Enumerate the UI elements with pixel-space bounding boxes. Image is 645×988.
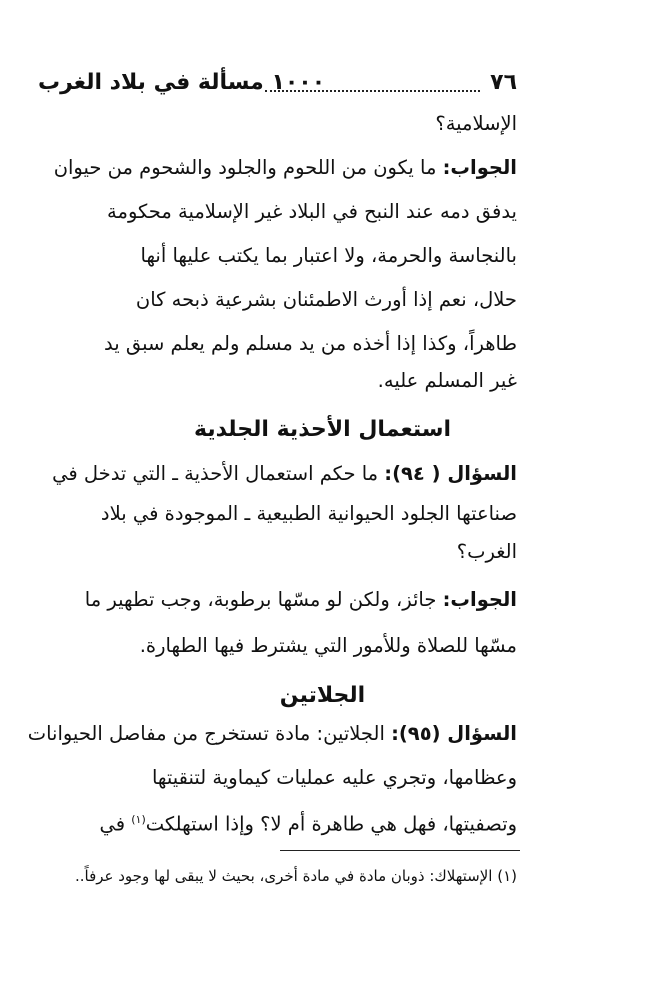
footnote-marker: (١) bbox=[497, 867, 517, 885]
q95-label: السؤال (٩٥): bbox=[391, 722, 517, 745]
header-dot-leader bbox=[265, 90, 480, 92]
q94-text-1: ما حكم استعمال الأحذية ـ التي تدخل في bbox=[52, 462, 379, 485]
answer-line-1 bbox=[44, 150, 517, 186]
page-header bbox=[38, 64, 517, 100]
text-line-7: غير المسلم عليه. bbox=[377, 369, 517, 392]
q94-label: السؤال ( ٩٤): bbox=[384, 462, 517, 485]
a94-label: الجواب: bbox=[442, 588, 517, 611]
q95-text-3: وتصفيتها، فهل هي طاهرة أم لا؟ وإذا استهلكت bbox=[145, 812, 517, 836]
section-heading-shoes: استعمال الأحذية الجلدية bbox=[193, 417, 452, 442]
section-heading-gelatin: الجلاتين bbox=[279, 683, 366, 708]
q94-line-2: صناعتها الجلود الحيوانية الطبيعية ـ الموجودة في بلاد bbox=[100, 502, 517, 525]
text-line-4: بالنجاسة والحرمة، ولا اعتبار بما يكتب عليها أنها bbox=[140, 244, 517, 267]
running-title: ١٠٠٠ مسألة في بلاد الغرب bbox=[38, 69, 326, 95]
text-line-6: طاهراً، وكذا إذا أخذه من يد مسلم ولم يعلم سبق يد bbox=[104, 332, 517, 355]
footnote bbox=[44, 862, 517, 890]
answer-text-1: ما يكون من اللحوم والجلود والشحوم من حيوان bbox=[53, 156, 437, 179]
footnote-text: الإستهلاك: ذوبان مادة في مادة أخرى، بحيث لا يبقى لها وجود عرفاً.. bbox=[74, 867, 493, 885]
q95-line-2: وعظامها، وتجري عليه عمليات كيماوية لتنقيتها bbox=[151, 766, 517, 789]
footnote-divider bbox=[280, 850, 520, 851]
q95-line-3 bbox=[44, 802, 517, 838]
footnote-ref[interactable]: (١) bbox=[131, 813, 146, 826]
text-line-3: يدفق دمه عند النبح في البلاد غير الإسلامية محكومة bbox=[107, 200, 517, 223]
q94-line-3: الغرب؟ bbox=[456, 540, 517, 563]
q94-line-1 bbox=[44, 456, 517, 492]
a94-text-1: جائز، ولكن لو مسّها برطوبة، وجب تطهير ما bbox=[84, 588, 437, 611]
text-line-1: الإسلامية؟ bbox=[435, 112, 517, 135]
answer-label: الجواب: bbox=[442, 156, 517, 179]
page-number: ٧٦ bbox=[490, 69, 517, 95]
a94-line-1 bbox=[44, 582, 517, 618]
text-line-5: حلال، نعم إذا أورث الاطمئنان بشرعية ذبحه كان bbox=[135, 288, 517, 311]
q95-line-1 bbox=[27, 716, 517, 752]
a94-line-2: مسّها للصلاة وللأمور التي يشترط فيها الطهارة. bbox=[139, 634, 517, 657]
q95-text-3-end: في bbox=[99, 812, 126, 836]
q95-text-1: الجلاتين: مادة تستخرج من مفاصل الحيوانات bbox=[27, 722, 385, 745]
